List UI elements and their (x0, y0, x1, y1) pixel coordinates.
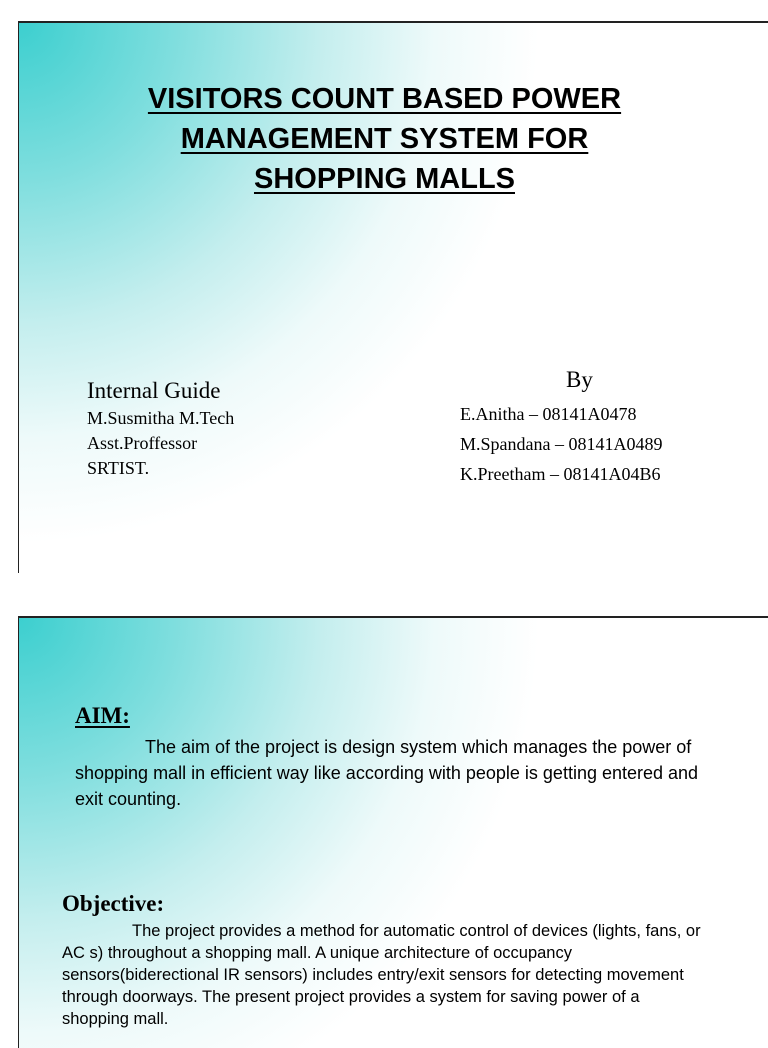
objective-text (62, 920, 702, 1030)
objective-paragraph: The project provides a method for automatic control of devices (lights, fans, or AC s) throughout a shopping mall. A unique architecture of occupancy sensors(biderectional IR sensors) includes entry/exit sensors for detecting movement through doorways. The present project provides a system for saving power of a shopping mall. (62, 922, 701, 1028)
guide-name: M.Susmitha M.Tech (87, 408, 235, 428)
objective-heading: Objective: (62, 891, 165, 916)
by-heading: By (566, 367, 593, 392)
author-item: K.Preetham – 08141A04B6 (460, 464, 661, 484)
aim-heading: AIM: (75, 703, 130, 728)
slide-aim-objective (18, 616, 768, 1048)
internal-guide-block (87, 376, 234, 481)
author-item: M.Spandana – 08141A0489 (460, 434, 663, 454)
title-line: SHOPPING MALLS (253, 163, 515, 195)
page-title (19, 79, 750, 199)
guide-institute: SRTIST. (87, 458, 150, 478)
internal-guide-heading: Internal Guide (87, 378, 221, 403)
guide-designation: Asst.Proffessor (87, 433, 198, 453)
title-line: MANAGEMENT SYSTEM FOR (180, 123, 589, 155)
slide-title (18, 21, 768, 573)
aim-text (75, 734, 715, 812)
title-line: VISITORS COUNT BASED POWER (147, 83, 622, 115)
authors-block (460, 365, 662, 489)
aim-paragraph: The aim of the project is design system which manages the power of shopping mall in efficient way like according with people is getting entered and exit counting. (75, 737, 699, 809)
author-item: E.Anitha – 08141A0478 (460, 404, 637, 424)
